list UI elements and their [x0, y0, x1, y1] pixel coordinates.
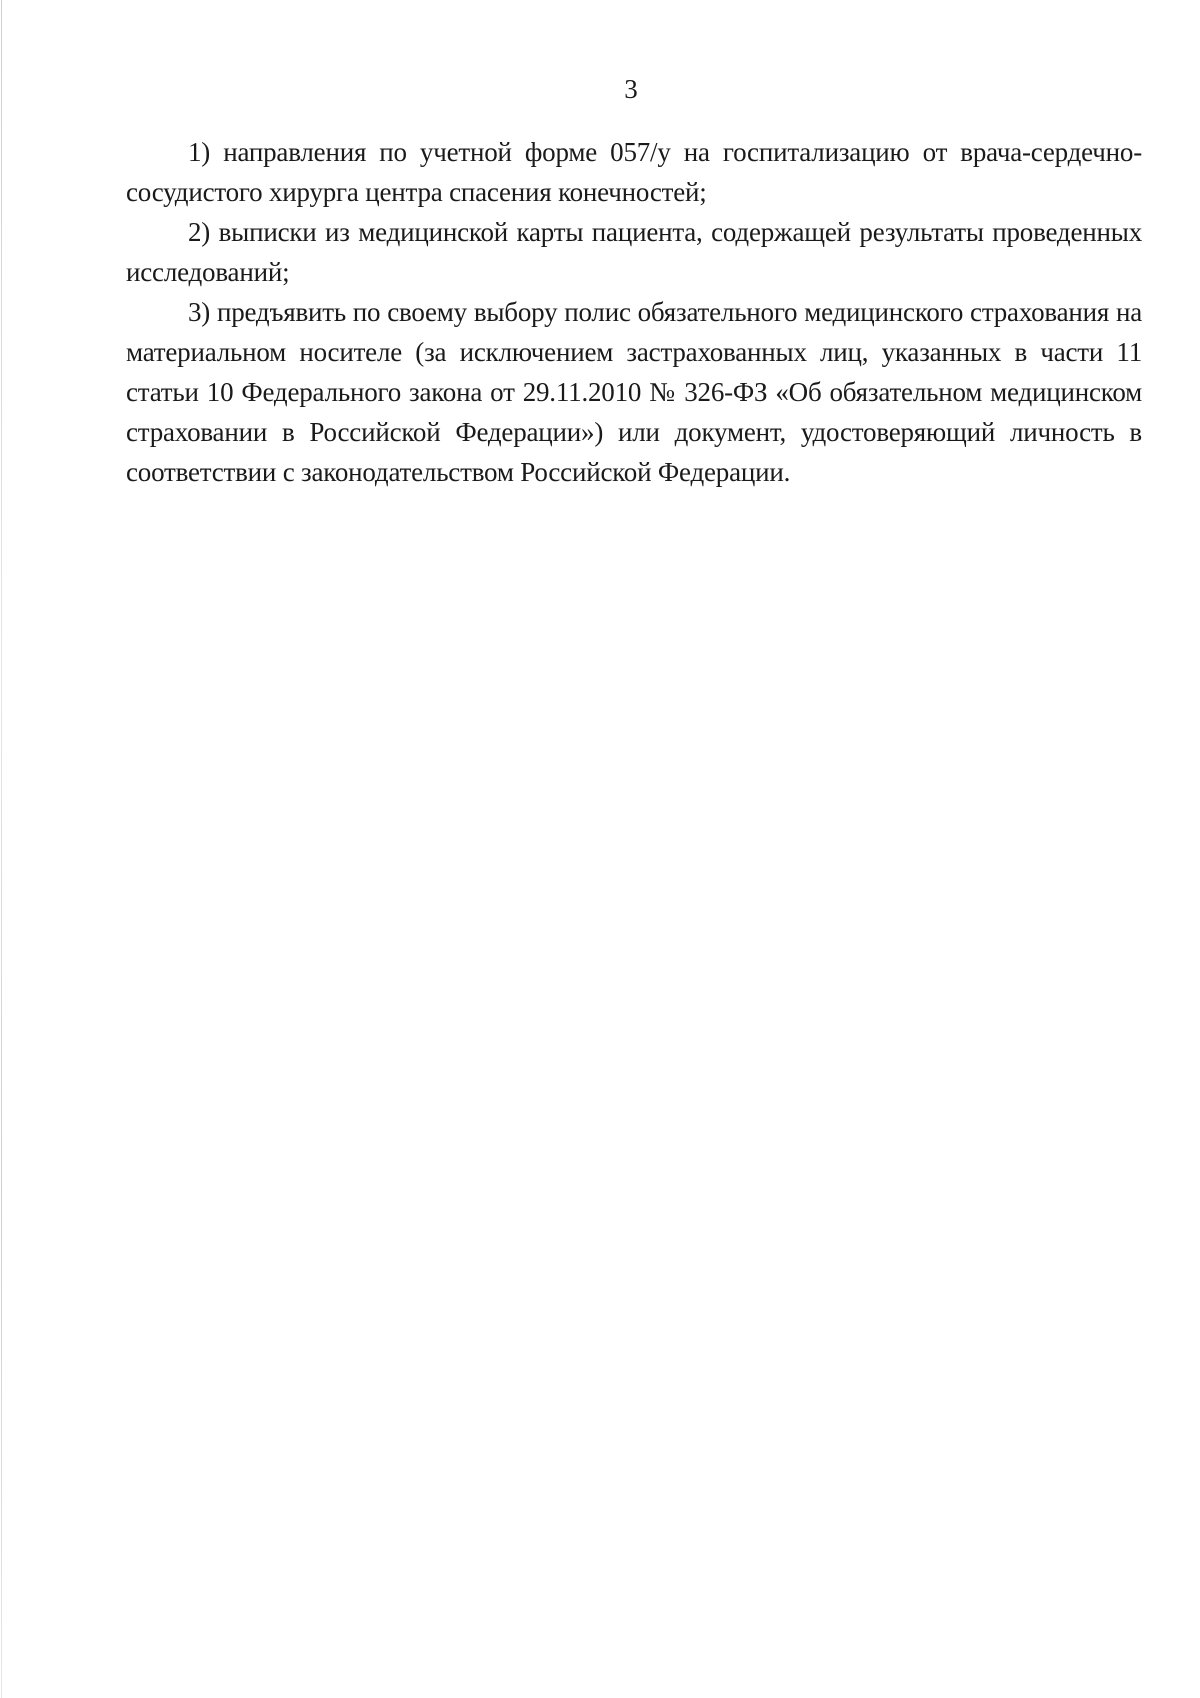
paragraph-item-3: 3) предъявить по своему выбору полис обязательного медицинского страхования на материальном носителе (за исключением застрахованных лиц, указанных в части 11 статьи 10 Федерального закона от 29.11.2010 № 326-ФЗ «Об обязательном медицинском страховании в Российской Федерации») или документ, удостоверяющий личность в соответствии с законодательством Российской Федерации.	[126, 297, 1142, 487]
paragraph-item-2: 2) выписки из медицинской карты пациента, содержащей результаты проведенных исследований;	[126, 217, 1142, 287]
page-number: 3	[624, 74, 638, 104]
document-body	[126, 132, 1142, 492]
paragraph-item-1: 1) направления по учетной форме 057/у на госпитализацию от врача-сердечно-сосудистого хирурга центра спасения конечностей;	[126, 137, 1142, 207]
scan-edge-line	[1, 0, 2, 1698]
